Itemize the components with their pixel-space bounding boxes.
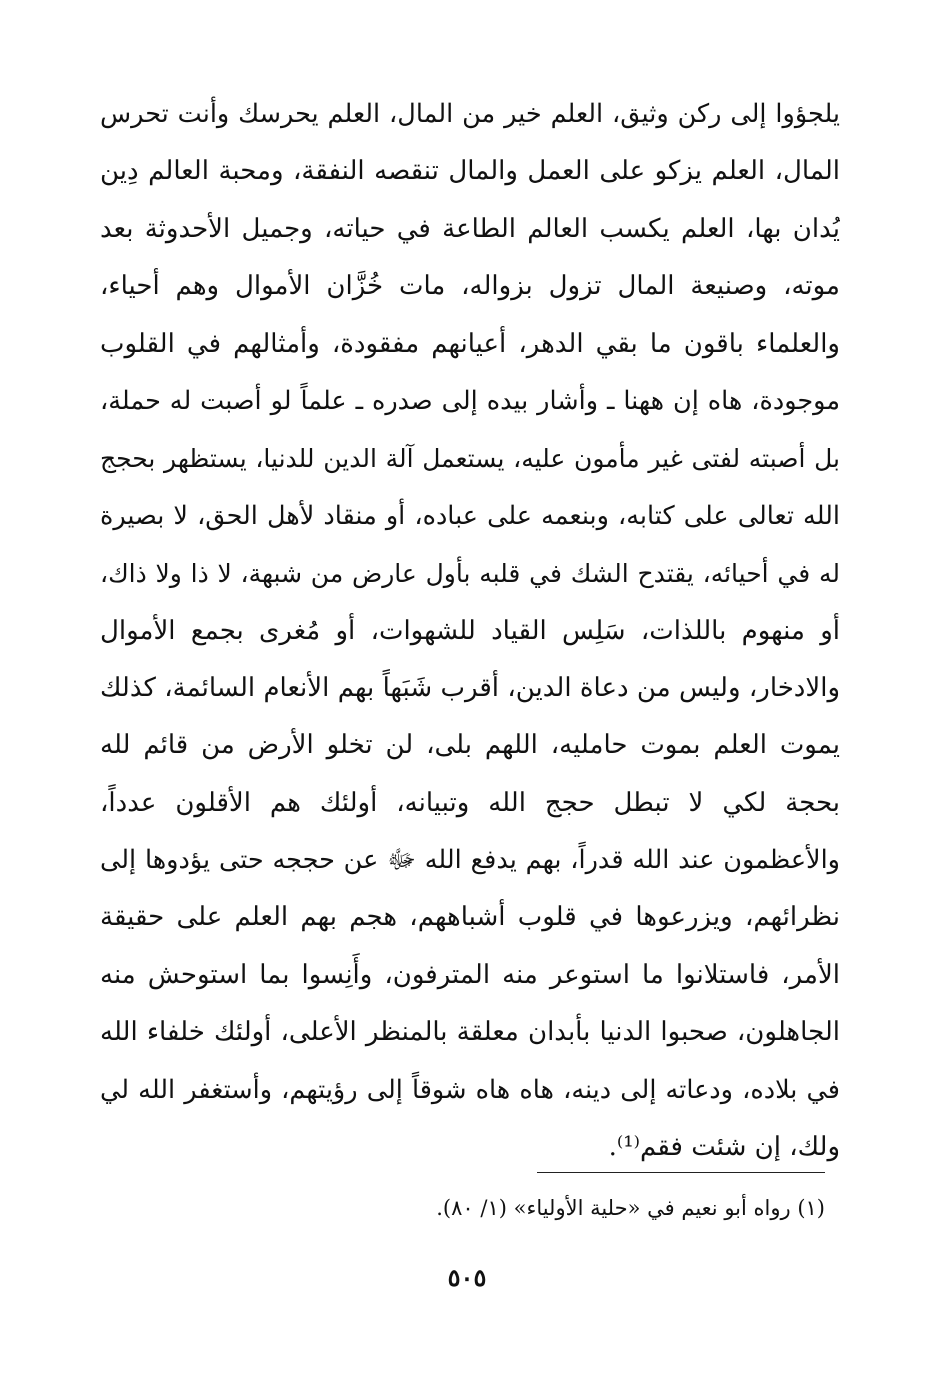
text-line: نظرائهم، ويزرعوها في قلوب أشباههم، هجم بهم العلم على حقيقة — [100, 902, 840, 933]
text-line: الأمر، فاستلانوا ما استوعر منه المترفون، وأَنِسوا بما استوحش منه — [100, 959, 840, 990]
text-line: أو منهوم باللذات، سَلِس القياد للشهوات، أو مُغرى بجمع الأموال — [100, 615, 840, 646]
text-line: يُدان بها، العلم يكسب العالم الطاعة في حياته، وجميل الأحدوثة بعد — [100, 213, 840, 244]
text-line: موجودة، هاه إن ههنا ـ وأشار بيده إلى صدره ـ علماً لو أصبت له حملة، — [100, 385, 840, 416]
text-line: يلجؤوا إلى ركن وثيق، العلم خير من المال، العلم يحرسك وأنت تحرس — [100, 99, 840, 129]
text-line: بل أصبته لفتى غير مأمون عليه، يستعمل آلة الدين للدنيا، يستظهر بحجج — [100, 444, 840, 474]
text-line: والعلماء باقون ما بقي الدهر، أعيانهم مفقودة، وأمثالهم في القلوب — [100, 328, 840, 359]
text-line: الجاهلون، صحبوا الدنيا بأبدان معلقة بالمنظر الأعلى، أولئك خلفاء الله — [100, 1017, 840, 1048]
footnote-separator — [537, 1172, 825, 1173]
text-line: والأعظمون عند الله قدراً، بهم يدفع الله ﷻ عن حججه حتى يؤدوها إلى — [100, 845, 840, 876]
text-line: موته، وصنيعة المال تزول بزواله، مات خُزَّان الأموال وهم أحياء، — [100, 271, 840, 302]
text-line: بحجة لكي لا تبطل حجج الله وتبيانه، أولئك هم الأقلون عدداً، — [100, 787, 840, 818]
footnote: (١) رواه أبو نعيم في «حلية الأولياء» (١/ ٨٠). — [436, 1196, 825, 1220]
text-line: يموت العلم بموت حامليه، اللهم بلى، لن تخلو الأرض من قائم لله — [100, 730, 840, 761]
text-line-last: ولك، إن شئت فقم⁽¹⁾. — [608, 1132, 840, 1163]
page-number: ٥٠٥ — [447, 1263, 487, 1292]
text-line: له في أحيائه، يقتدح الشك في قلبه بأول عارض من شبهة، لا ذا ولا ذاك، — [100, 559, 840, 589]
text-line: الله تعالى على كتابه، وبنعمه على عباده، أو منقاد لأهل الحق، لا بصيرة — [100, 500, 840, 531]
text-line: في بلاده، ودعاته إلى دينه، هاه هاه شوقاً إلى رؤيتهم، وأستغفر الله لي — [100, 1074, 840, 1105]
text-line: المال، العلم يزكو على العمل والمال تنقصه النفقة، ومحبة العالم دِين — [100, 156, 840, 187]
text-line: والادخار، وليس من دعاة الدين، أقرب شَبَهاً بهم الأنعام السائمة، كذلك — [100, 672, 840, 703]
main-text — [100, 86, 840, 1176]
